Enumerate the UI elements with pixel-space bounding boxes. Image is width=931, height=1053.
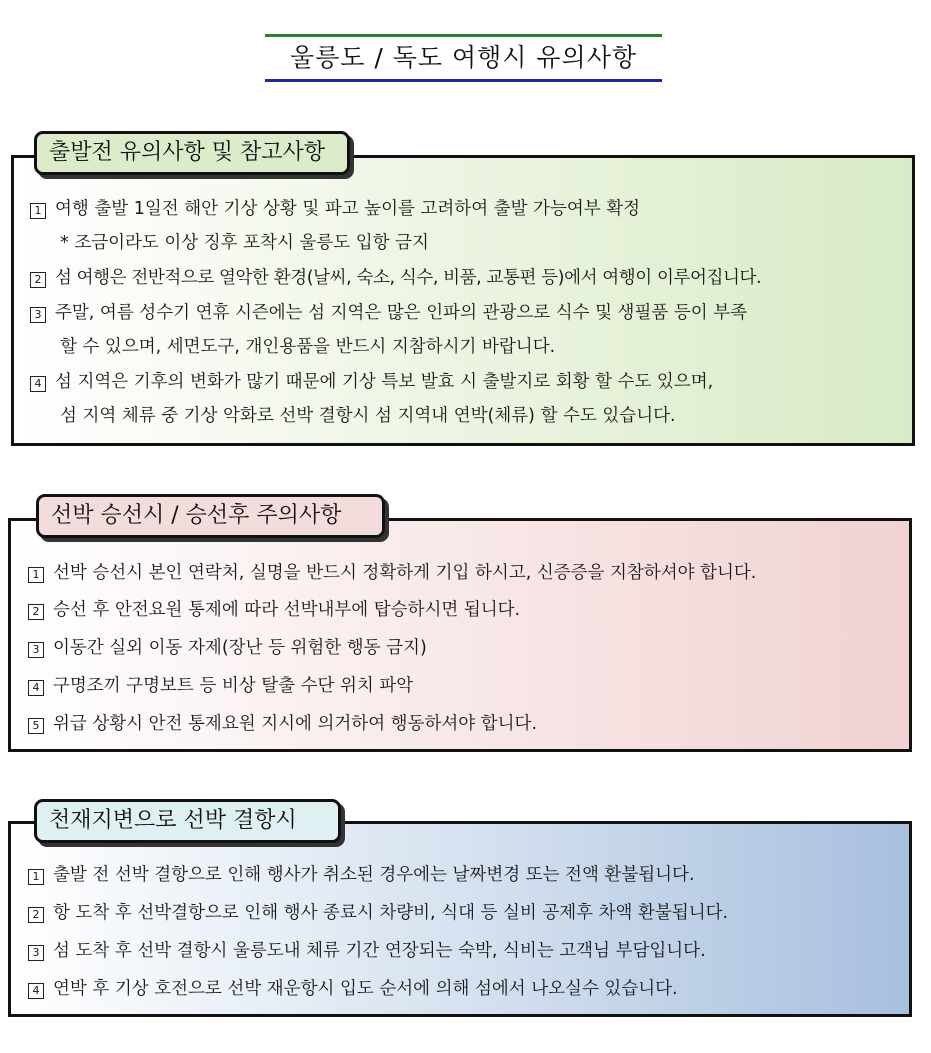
item-text: 섬 여행은 전반적으로 열악한 환경(날씨, 숙소, 식수, 비품, 교통편 등)에서 여행이 이루어집니다. [55, 268, 762, 288]
list-item-continuation [60, 403, 676, 429]
list-item [28, 597, 520, 623]
list-item [30, 300, 747, 326]
item-number: 2 [28, 907, 44, 923]
page-title: 울릉도 / 독도 여행시 유의사항 [265, 34, 662, 82]
item-number: 4 [28, 680, 44, 696]
item-text: 연박 후 기상 호전으로 선박 재운항시 입도 순서에 의해 섬에서 나오실수 있습니다. [53, 979, 678, 999]
section-title-cancellation: 천재지변으로 선박 결항시 [34, 799, 341, 843]
item-text: 출발 전 선박 결항으로 인해 행사가 취소된 경우에는 날짜변경 또는 전액 환불됩니다. [53, 865, 695, 885]
item-text: 위급 상황시 안전 통제요원 지시에 의거하여 행동하셔야 합니다. [53, 714, 538, 734]
item-number: 1 [28, 869, 44, 885]
item-number: 3 [30, 307, 46, 323]
item-text: 섬 지역 체류 중 기상 악화로 선박 결항시 섬 지역내 연박(체류) 할 수도 있습니다. [60, 406, 676, 426]
item-text: 여행 출발 1일전 해안 기상 상황 및 파고 높이를 고려하여 출발 가능여부 확정 [55, 199, 641, 219]
list-item [28, 938, 706, 964]
list-item [30, 196, 640, 222]
item-text: * 조금이라도 이상 징후 포착시 울릉도 입항 금지 [60, 233, 429, 253]
list-item [30, 369, 713, 395]
list-item [28, 862, 695, 888]
list-item [28, 673, 413, 699]
list-item [28, 560, 756, 586]
item-number: 3 [28, 642, 44, 658]
item-number: 4 [28, 983, 44, 999]
item-text: 구명조끼 구명보트 등 비상 탈출 수단 위치 파악 [53, 676, 414, 696]
item-number: 4 [30, 376, 46, 392]
item-text: 할 수 있으며, 세면도구, 개인용품을 반드시 지참하시기 바랍니다. [60, 337, 556, 357]
list-item-note [60, 230, 429, 256]
list-item [28, 711, 537, 737]
item-text: 주말, 여름 성수기 연휴 시즌에는 섬 지역은 많은 인파의 관광으로 식수 및 생필품 등이 부족 [55, 303, 748, 323]
list-item [28, 976, 678, 1002]
item-number: 1 [28, 567, 44, 583]
list-item [30, 265, 761, 291]
list-item [28, 900, 728, 926]
item-number: 2 [30, 272, 46, 288]
item-number: 2 [28, 604, 44, 620]
item-text: 이동간 실외 이동 자제(장난 등 위험한 행동 금지) [53, 638, 427, 658]
item-text: 섬 도착 후 선박 결항시 울릉도내 체류 기간 연장되는 숙박, 식비는 고객님 부담입니다. [53, 941, 706, 961]
item-text: 섬 지역은 기후의 변화가 많기 때문에 기상 특보 발효 시 출발지로 회황 할 수도 있으며, [55, 372, 714, 392]
section-title-boarding: 선박 승선시 / 승선후 주의사항 [36, 494, 385, 538]
item-text: 승선 후 안전요원 통제에 따라 선박내부에 탑승하시면 됩니다. [53, 600, 521, 620]
item-number: 1 [30, 203, 46, 219]
list-item [28, 635, 427, 661]
item-text: 선박 승선시 본인 연락처, 실명을 반드시 정확하게 기입 하시고, 신증증을 지참하셔야 합니다. [53, 563, 757, 583]
item-text: 항 도착 후 선박결항으로 인해 행사 종료시 차량비, 식대 등 실비 공제후 차액 환불됩니다. [53, 903, 729, 923]
list-item-continuation [60, 334, 555, 360]
item-number: 3 [28, 945, 44, 961]
item-number: 5 [28, 718, 44, 734]
section-title-departure: 출발전 유의사항 및 참고사항 [34, 131, 350, 175]
